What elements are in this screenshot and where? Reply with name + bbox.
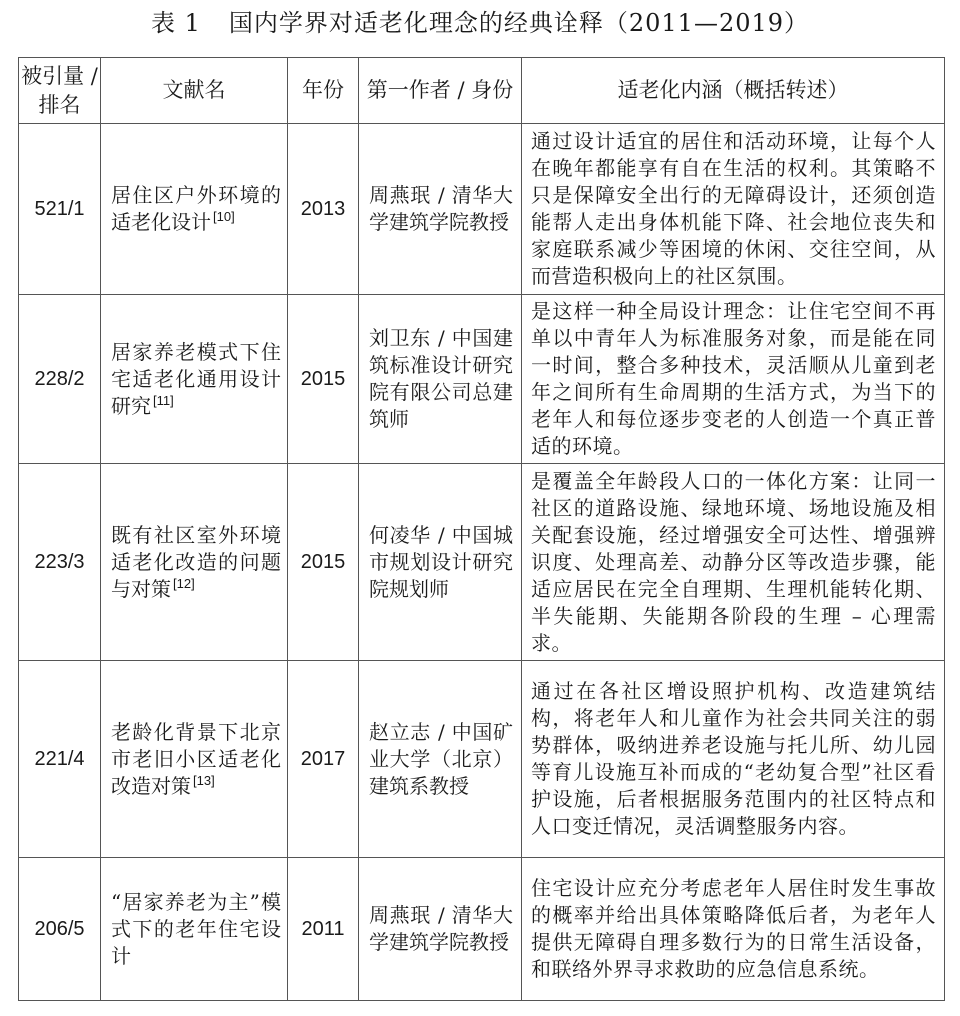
cell-year: 2015 bbox=[288, 295, 359, 464]
interpretation-table bbox=[18, 57, 945, 1001]
cell-citation: 223/3 bbox=[19, 464, 101, 661]
table-row bbox=[19, 124, 945, 295]
cell-citation: 521/1 bbox=[19, 124, 101, 295]
cell-citation: 206/5 bbox=[19, 858, 101, 1001]
cell-author: 何凌华 / 中国城市规划设计研究院规划师 bbox=[359, 464, 522, 661]
cell-meaning: 通过设计适宜的居住和活动环境，让每个人在晚年都能享有自在生活的权利。其策略不只是保障安全出行的无障碍设计，还须创造能帮人走出身体机能下降、社会地位丧失和家庭联系减少等困境的休闲、交往空间，从而营造积极向上的社区氛围。 bbox=[522, 124, 945, 295]
reference-mark: [13] bbox=[193, 772, 215, 788]
cell-document bbox=[101, 858, 288, 1001]
table-row bbox=[19, 295, 945, 464]
cell-author: 周燕珉 / 清华大学建筑学院教授 bbox=[359, 124, 522, 295]
reference-mark: [11] bbox=[153, 392, 174, 408]
document-title: 居家养老模式下住宅适老化通用设计研究 bbox=[111, 339, 281, 418]
cell-author: 刘卫东 / 中国建筑标准设计研究院有限公司总建筑师 bbox=[359, 295, 522, 464]
cell-citation: 228/2 bbox=[19, 295, 101, 464]
table-row bbox=[19, 464, 945, 661]
document-title: 老龄化背景下北京市老旧小区适老化改造对策 bbox=[111, 719, 281, 798]
reference-mark: [12] bbox=[173, 575, 195, 591]
cell-meaning: 是覆盖全年龄段人口的一体化方案：让同一社区的道路设施、绿地环境、场地设施及相关配套设施，经过增强安全可达性、增强辨识度、处理高差、动静分区等改造步骤，能适应居民在完全自理期、生理机能转化期、半失能期、失能期各阶段的生理 – 心理需求。 bbox=[522, 464, 945, 661]
header-row bbox=[19, 58, 945, 124]
cell-document bbox=[101, 124, 288, 295]
table-row bbox=[19, 858, 945, 1001]
table-caption bbox=[0, 6, 960, 40]
header-citation: 被引量 / 排名 bbox=[19, 58, 101, 124]
cell-year: 2011 bbox=[288, 858, 359, 1001]
header-year: 年份 bbox=[288, 58, 359, 124]
cell-meaning: 是这样一种全局设计理念：让住宅空间不再单以中青年人为标准服务对象，而是能在同一时间，整合多种技术，灵活顺从儿童到老年之间所有生命周期的生活方式，为当下的老年人和每位逐步变老的人创造一个真正普适的环境。 bbox=[522, 295, 945, 464]
document-title: “居家养老为主”模式下的老年住宅设计 bbox=[111, 889, 281, 968]
cell-year: 2013 bbox=[288, 124, 359, 295]
cell-year: 2015 bbox=[288, 464, 359, 661]
cell-author: 周燕珉 / 清华大学建筑学院教授 bbox=[359, 858, 522, 1001]
cell-citation: 221/4 bbox=[19, 661, 101, 858]
cell-author: 赵立志 / 中国矿业大学（北京）建筑系教授 bbox=[359, 661, 522, 858]
cell-meaning: 通过在各社区增设照护机构、改造建筑结构，将老年人和儿童作为社会共同关注的弱势群体，吸纳进养老设施与托儿所、幼儿园等育儿设施互补而成的“老幼复合型”社区看护设施，后者根据服务范围内的社区特点和人口变迁情况，灵活调整服务内容。 bbox=[522, 661, 945, 858]
header-meaning: 适老化内涵（概括转述） bbox=[522, 58, 945, 124]
cell-document bbox=[101, 295, 288, 464]
cell-year: 2017 bbox=[288, 661, 359, 858]
table-caption-text: 国内学界对适老化理念的经典诠释（2011—2019） bbox=[228, 9, 810, 37]
reference-mark: [10] bbox=[213, 209, 235, 225]
cell-document bbox=[101, 464, 288, 661]
document-title: 既有社区室外环境适老化改造的问题与对策 bbox=[111, 522, 281, 601]
document-title: 居住区户外环境的适老化设计 bbox=[111, 183, 281, 234]
cell-meaning: 住宅设计应充分考虑老年人居住时发生事故的概率并给出具体策略降低后者，为老年人提供无障碍自理多数行为的日常生活设备，和联络外界寻求救助的应急信息系统。 bbox=[522, 858, 945, 1001]
cell-document bbox=[101, 661, 288, 858]
header-document: 文献名 bbox=[101, 58, 288, 124]
table-row bbox=[19, 661, 945, 858]
table-caption-label: 表 1 bbox=[150, 9, 201, 37]
header-author: 第一作者 / 身份 bbox=[359, 58, 522, 124]
